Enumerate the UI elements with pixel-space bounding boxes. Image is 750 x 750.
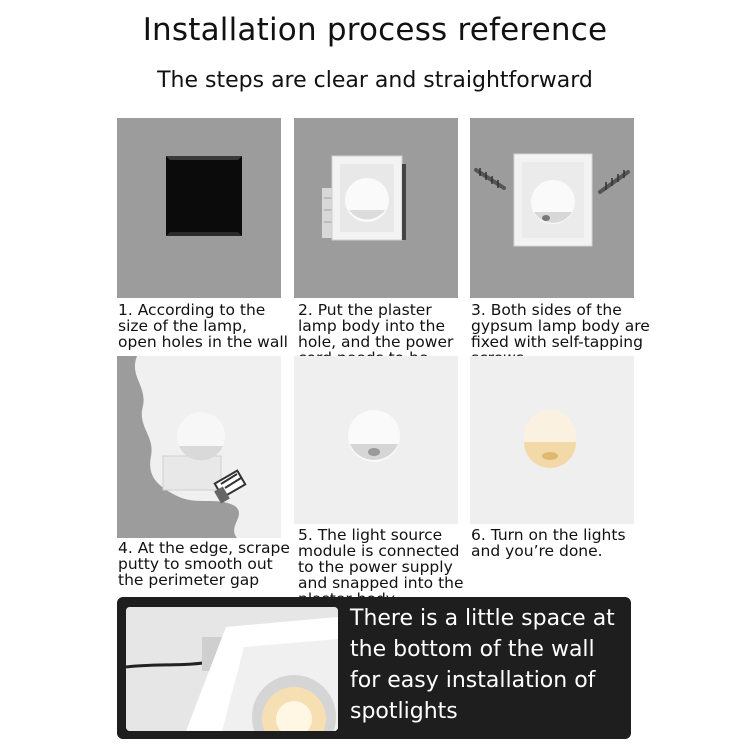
step-4-image xyxy=(117,356,281,538)
screws-fixing-illustration xyxy=(470,118,634,298)
step-5-caption: 5. The light source module is connected to the power supply and snapped into the xyxy=(298,526,464,592)
page-title: Installation process reference xyxy=(142,12,608,48)
step-6-caption: 6. Turn on the lights and you’re done. xyxy=(471,526,626,560)
step-2-caption: 2. Put the plaster lamp body into the hole, and the power xyxy=(298,301,454,351)
step-1-image xyxy=(117,118,281,298)
step-3-caption: 3. Both sides of the gypsum lamp body are fixed with self-tapping xyxy=(471,301,650,351)
step-1-caption: 1. According to the size of the lamp, open holes in the wall xyxy=(118,301,288,351)
plaster-body-in-hole-illustration xyxy=(294,118,458,298)
lights-on-illustration xyxy=(470,356,634,524)
step-2-image xyxy=(294,118,458,298)
step-6-image xyxy=(470,356,634,524)
light-module-illustration xyxy=(294,356,458,524)
step-3-image xyxy=(470,118,634,298)
page-subtitle: The steps are clear and straightforward xyxy=(157,68,593,93)
info-banner xyxy=(117,597,631,739)
banner-text: There is a little space at the bottom of the wall for easy installation of spotlights xyxy=(350,606,615,724)
step-5-image xyxy=(294,356,458,524)
putty-scraping-illustration xyxy=(117,356,281,538)
step-4-caption: 4. At the edge, scrape putty to smooth out the perimeter gap xyxy=(118,539,290,589)
wall-hole-illustration xyxy=(117,118,281,298)
spotlight-closeup-image xyxy=(126,607,338,731)
spotlight-closeup-illustration xyxy=(126,607,338,731)
